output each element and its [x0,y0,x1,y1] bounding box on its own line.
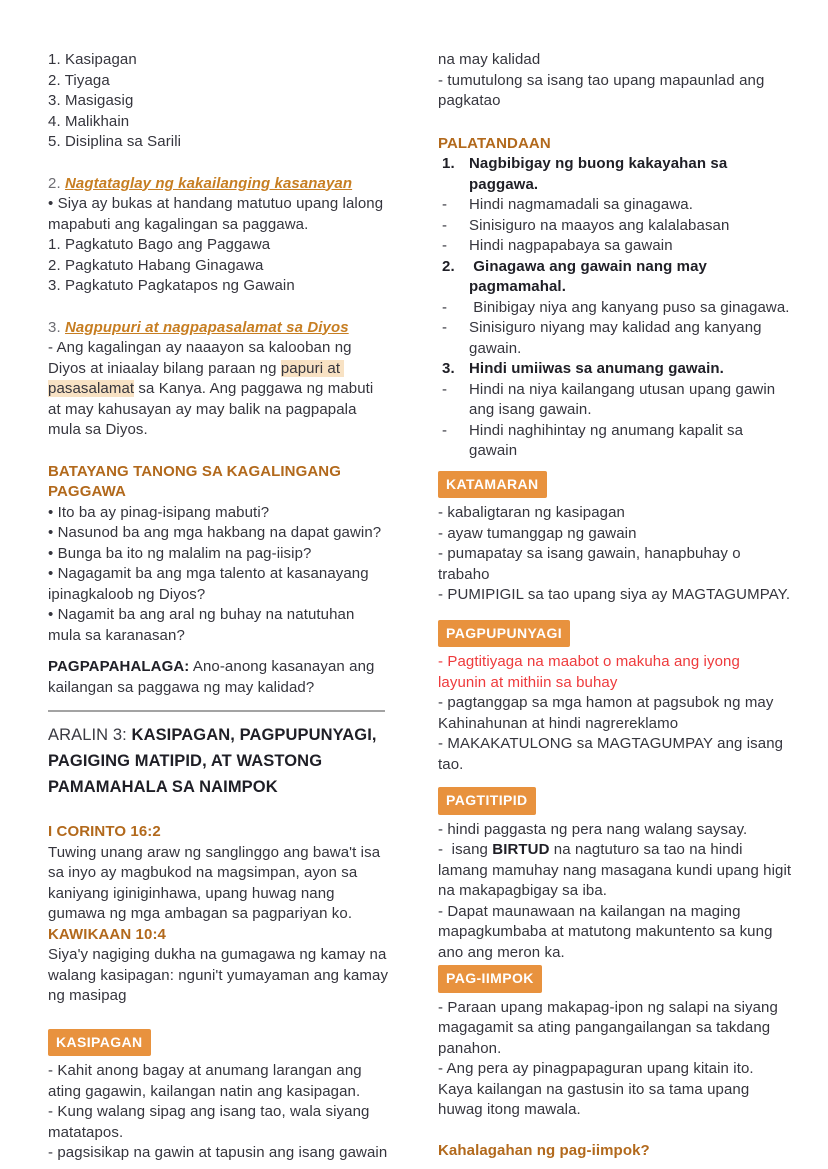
section-nagpupuri [48,318,390,441]
bullet-item: - Dapat maunawaan na kailangan na maging mapagkumbaba at matutong makuntento sa kung ano ang meron ka. [438,902,777,961]
sub-text: Hindi nagmamadali sa ginagawa. [469,196,693,213]
section-pagpupunyagi [438,620,792,776]
bullet-item: - pagsisikap na gawin at tapusin ang isang gawain [48,1144,388,1161]
pag-iimpok-badge: PAG-IIMPOK [438,965,542,993]
kasipagan-badge: KASIPAGAN [48,1029,151,1057]
paragraph: • Siya ay bukas at handang matutuo upang lalong mapabuti ang kagalingan sa paggawa. [48,195,388,233]
bullet-item: • Bunga ba ito ng malalim na pag-iisip? [48,544,312,562]
right-column [438,50,796,1161]
verse-text: Tuwing unang araw ng sanglinggo ang bawa't isa sa inyo ay magbukod na magsimpan, ayon sa kaniyang iginiginhawa, upang huwag nang gumawa ng mga ambagan sa pagpariyan ko. [48,843,385,922]
list-item: 3. Masigasig [48,92,134,109]
item-title: Ginagawa ang gawain nang may pagmamahal. [469,257,712,295]
section-title: Nagtataglay ng kakailanging kasanayan [64,174,353,192]
verse-heading: KAWIKAAN 10:4 [48,925,166,943]
paragraph [48,657,390,698]
sub-text: Sinisiguro niyang may kalidad ang kanyang gawain. [469,319,766,357]
list-item: 2. Pagkatuto Habang Ginagawa [48,256,264,274]
bullet-item: - MAKAKATULONG sa MAGTAGUMPAY ang isang tao. [438,735,788,773]
continuation-text [438,50,792,112]
lesson-name: KASIPAGAN, PAGPUPUNYAGI, PAGIGING MATIPID, AT WASTONG PAMAMAHALA SA NAIMPOK [48,726,382,796]
text-segment: - isang [438,841,493,858]
bullet-item: - pagtanggap sa mga hamon at pagsubok ng may Kahinahunan at hindi nagrereklamo [438,694,778,732]
section-aralin-3 [48,722,390,800]
bullet-item: • Nagagamit ba ang mga talento at kasanayang ipinagkaloob ng Diyos? [48,565,373,603]
list-item: 2. Tiyaga [48,71,110,89]
list-item: 4. Malikhain [48,112,130,130]
sub-item [442,380,792,421]
dash-marker: - [442,380,448,398]
sub-text: Sinisiguro na maayos ang kalalabasan [469,216,730,234]
lesson-label: ARALIN 3: [48,726,132,744]
verse-text: Siya'y nagiging dukha na gumagawa ng kamay na walang kasipagan: nguni't yumayaman ang kamay ng masipag [48,946,393,1004]
numbered-list [438,154,792,462]
sub-item [442,298,792,319]
sub-item [442,318,792,359]
text-segment: sa Kanya. Ang paggawa ng mabuti at may kahusayan ay may balik na pagpapala mula sa Diyos. [48,380,378,438]
footer-question: Kahalagahan ng pag-iimpok? [438,1141,650,1159]
sub-item [442,216,792,237]
bullet-item: • Nasunod ba ang mga hakbang na dapat gawin? [48,524,382,541]
label: PAGPAPAHALAGA: [48,658,190,675]
bullet-item: - Kahit anong bagay at anumang larangan ang ating gagawin, kailangan natin ang kasipagan. [48,1062,366,1100]
section-heading [48,318,390,339]
item-number: 1. [442,155,455,172]
dash-marker: - [442,237,448,254]
numbered-item [442,359,792,380]
bullet-item: - Paraan upang makapag-ipon ng salapi na siyang magagamit sa ating pangangailangan sa takdang panahon. [438,998,783,1057]
bullet-item: - ayaw tumanggap ng gawain [438,524,637,542]
list-item: 1. Pagkatuto Bago ang Paggawa [48,236,271,253]
text-segment: Ano-anong kasanayan ang kailangan sa paggawa ng may kalidad? [48,658,379,696]
item-number: 2. [442,257,455,275]
dash-marker: - [442,421,448,439]
paragraph: na may kalidad [438,51,541,68]
section-heading: BATAYANG TANONG SA KAGALINGANG PAGGAWA [48,462,346,500]
section-bible-verses [48,822,393,1007]
numbered-item [442,257,792,298]
section-katamaran [438,471,792,606]
section-number: 3. [48,318,65,336]
values-list [48,50,390,153]
pagpupunyagi-badge: PAGPUPUNYAGI [438,620,570,648]
section-pagtitipid [438,787,796,963]
sub-text: Binibigay niya ang kanyang puso sa ginagawa. [469,298,790,316]
list-item: 5. Disiplina sa Sarili [48,133,182,150]
text-segment: na nagtuturo sa tao na hindi lamang mamuhay nang masagana kundi upang higit na makapagbigay sa iba. [438,841,796,899]
list-item: 3. Pagkatuto Pagkatapos ng Gawain [48,277,295,294]
lesson-title [48,722,390,800]
sub-item [442,195,792,216]
section-heading [48,174,390,195]
text-segment: - Ang kagalingan ay naaayon sa kalooban ng Diyos at iniaalay bilang paraan ng [48,339,356,377]
section-kasanayan [48,174,390,297]
section-divider [48,710,385,712]
verse-heading: I CORINTO 16:2 [48,823,161,840]
sub-text: Hindi naghihintay ng anumang kapalit sa gawain [469,421,748,459]
section-footer-question [438,1141,792,1162]
dash-marker: - [442,319,448,336]
section-batayang-tanong [48,462,390,647]
bullet-item: - PUMIPIGIL sa tao upang siya ay MAGTAGUMPAY. [438,586,791,603]
left-column [48,50,393,1164]
bullet-item: - Ang pera ay pinagpapaguran upang kitain ito. Kaya kailangan na gastusin ito sa tama upang huwag itong mawala. [438,1060,758,1118]
section-pagpapahalaga [48,657,390,698]
bullet-item: - pumapatay sa isang gawain, hanapbuhay o trabaho [438,545,745,583]
section-number: 2. [48,174,65,192]
highlighted-text: papuri at pasasalamat [48,359,345,397]
section-heading: PALATANDAAN [438,134,551,152]
bullet-item: - hindi paggasta ng pera nang walang saysay. [438,820,748,838]
item-number: 3. [442,360,455,377]
list-item: 1. Kasipagan [48,51,137,68]
item-title: Nagbibigay ng buong kakayahan sa paggawa. [469,155,732,193]
paragraph [48,338,390,441]
bullet-item [438,840,796,902]
dash-marker: - [442,216,448,234]
bullet-item: - Kung walang sipag ang isang tao, wala siyang matatapos. [48,1103,374,1141]
bold-term: BIRTUD [492,841,550,858]
dash-marker: - [442,298,448,316]
numbered-item [442,154,792,195]
pagtitipid-badge: PAGTITIPID [438,787,536,815]
bullet-item: • Nagamit ba ang aral ng buhay na natutuhan mula sa karanasan? [48,606,359,644]
paragraph: - tumutulong sa isang tao upang mapaunlad ang pagkatao [438,71,769,109]
bullet-item: - kabaligtaran ng kasipagan [438,504,625,521]
section-palatandaan [438,134,792,462]
section-kasipagan [48,1029,390,1164]
sub-item [442,421,792,462]
dash-marker: - [442,196,448,213]
section-title: Nagpupuri at nagpapasalamat sa Diyos [64,318,349,336]
item-title: Hindi umiiwas sa anumang gawain. [469,360,724,377]
sub-text: Hindi nagpapabaya sa gawain [469,237,673,254]
sub-item [442,236,792,257]
katamaran-badge: KATAMARAN [438,471,547,499]
sub-text: Hindi na niya kailangang utusan upang gawin ang isang gawain. [469,380,780,418]
bullet-item-red: - Pagtitiyaga na maabot o makuha ang iyong layunin at mithiin sa buhay [438,653,745,691]
section-pag-iimpok [438,965,792,1121]
bullet-item: • Ito ba ay pinag-isipang mabuti? [48,503,270,521]
